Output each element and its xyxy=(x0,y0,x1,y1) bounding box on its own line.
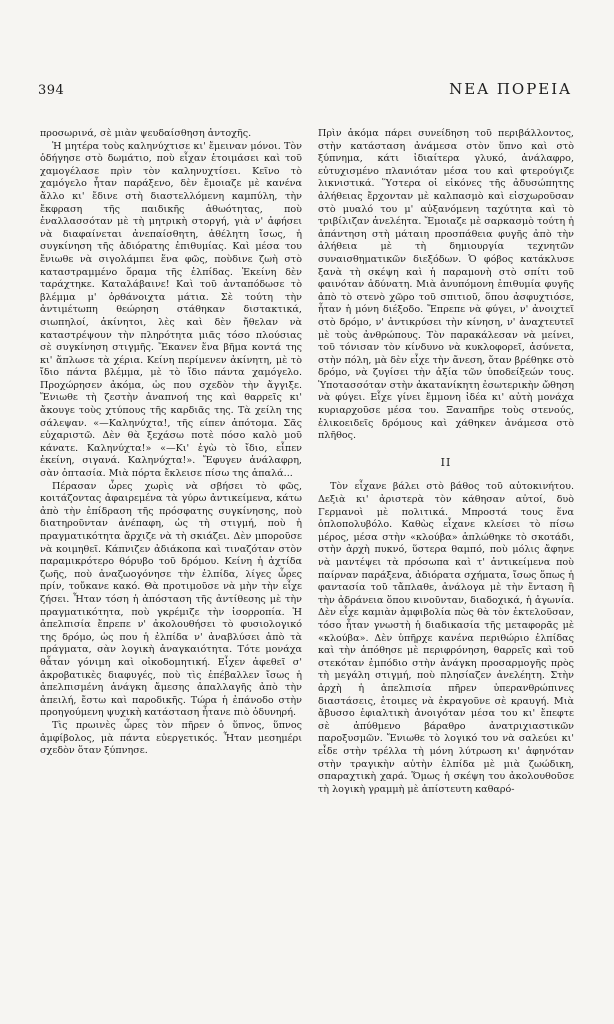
paragraph: Πρὶν ἀκόμα πάρει συνείδηση τοῦ περιβάλλοντος, στὴν κατάσταση ἀνάμεσα στὸν ὕπνο καὶ στὸ ξύπνημα, κάτι ἰδιαίτερα γλυκό, ἀνάλαφρο, εὐτυχισμένο πλανιόταν μέσα του καὶ φτερούγιζε λικνιστικά. Ὕστερα οἱ εἰκόνες τῆς ἀδυσώπητης ἀλήθειας ἔρχονταν μὲ καλπασμὸ καὶ εἰσχωροῦσαν στὸ μυαλό του μ' αὐξανόμενη ταχύτητα καὶ τὸ τριβίλιζαν ἀνελέητα. Ἔμοιαζε μὲ σαρκασμὸ τούτη ἡ ἀπάντηση στὴ μάταιη προσπάθεια φυγῆς ἀπὸ τὴν ἀλήθεια μὲ τὴ δημιουργία τεχνητῶν συναισθηματικῶν διεξόδων. Ὁ φόβος κατάκλυσε ξανὰ τὴ σκέψη καὶ ἡ παραμονὴ στὸ σπίτι τοῦ φαινόταν ἀδύνατη. Μιὰ ἀνυπόμονη ἐπιθυμία φυγῆς ἀπὸ τὸ στενὸ χῶρο τοῦ σπιτιοῦ, ὅπου ἀσφυχτιόσε, ἦταν ἡ μόνη διέξοδο. Ἔπρεπε νὰ φύγει, ν' ἀνοιχτεῖ στὸ δρόμο, ν' ἀντικρύσει τὴν κίνηση, ν' ἀναχτευτεῖ μὲ τοὺς ἀνθρώπους. Τὸν παρακάλεσαν νὰ μείνει, τοῦ τόνισαν τὸν κίνδυνο νὰ κυκλοφορεῖ, ἀσύνετα, στὴν πόλη, μὰ δὲν εἶχε τὴν ἄνεση, ὅταν βρέθηκε στὸ δρόμο, νὰ ζυγίσει τὴν ἀξία τῶν ὑποδείξεών τους. Ὑποτασσόταν στὴν ἀκατανίκητη ἐσωτερικὴν ὤθηση νὰ φύγει. Εἶχε γίνει ἔμμονη ἰδέα κι' αὐτὴ μονάχα κυριαρχοῦσε μέσα του. Ξαναπῆρε τοὺς στενούς, ἑλικοειδεῖς δρόμους καὶ χάθηκεν ἀνάμεσα στὸ πλῆθος. xyxy=(318,128,575,442)
running-header xyxy=(38,80,572,98)
paragraph: προσωρινά, σὲ μιὰν ψευδαίσθηση ἀντοχῆς. xyxy=(40,128,252,139)
paragraph: Τὶς πρωινὲς ὧρες τὸν πῆρεν ὁ ὕπνος, ὕπνος ἀμφίβολος, μὰ πάντα εὐεργετικός. Ἦταν μεσημέρι σχεδὸν ὅταν ξύπνησε. xyxy=(40,719,302,757)
section-numeral: II xyxy=(440,455,452,469)
page-number: 394 xyxy=(38,83,65,98)
paragraph: Ἡ μητέρα τοὺς καληνύχτισε κι' ἔμειναν μόνοι. Τὸν ὁδήγησε στὸ δωμάτιο, ποὺ εἶχαν ἑτοιμάσει καὶ τοῦ χαμογέλασε πρὶν τὸν καληνυχτίσει. Κεῖνο τὸ χαμόγελο ἦταν παράξενο, δὲν ἔμοιαζε μὲ κανένα ἄλλο κι' ἔδινε στὴ διαστελλόμενη καμπύλη, τὴν ἔκφραση τῆς παιδικῆς ἀθωότητας, ποὺ ἐναλλασσόταν μὲ τὴ μητρικὴ στοργή, γιὰ ν' ἀφήσει νὰ διαφαίνεται ἀνεπαίσθητη, ἀθέλητη ἴσως, ἡ συγκίνηση τῆς ἀδιόρατης ἐπιθυμίας. Καὶ μέσα του ἔνιωθε νὰ σιγολάμπει ἕνα φῶς, ποὺδινε ζωὴ στὸ καταστραμμένο ὅραμα τῆς ἐλπίδας. Ἐκείνη δὲν ταράχτηκε. Καταλάβαινε! Καὶ τοῦ ἀνταπόδωσε τὸ βλέμμα μ' ὀρθάνοιχτα μάτια. Σὲ τούτη τὴν ἀντιμέτωπη θεώρηση στάθηκαν διστακτικά, σιωπηλοί, ἀκίνητοι, λὲς καὶ δὲν ἤθελαν νὰ καταστρέψουν τὴν πληρότητα μιᾶς τόσο πλούσιας σὲ συγκίνηση στιγμῆς. Ἔκανεν ἕνα βῆμα κοντά της κι' ἅπλωσε τὰ χέρια. Κείνη περίμενεν ἀκίνητη, μὲ τὸ ἴδιο πάντα βλέμμα, μὲ τὸ ἴδιο πάντα χαμόγελο. Προχώρησεν ἀκόμα, ὡς που σχεδὸν τὴν ἄγγιξε. Ἔνιωθε τὴ ζεστὴν ἀναπνοή της καὶ θαρρεῖς κι' ἄκουγε τοὺς χτύπους τῆς καρδιᾶς της. Τὰ χείλη της σάλεψαν. «—Καληνύχτα!, τῆς είπεν ἀπότομα. Σᾶς εὐχαριστῶ. Δὲν θὰ ξεχάσω ποτὲ πόσο καλὸ μοῦ κάνατε. Καληνύχτα!» «—Κι' ἐγὼ τὸ ἴδιο, εἶπεν ἐκείνη, σιγανά. Καληνύχτα!». Ἔφυγεν ἀνάλαφρη, σὰν ὀπτασία. Μιὰ πόρτα ἔκλεισε πίσω της ἁπαλά... xyxy=(40,140,302,480)
journal-title: ΝΕΑ ΠΟΡΕΙΑ xyxy=(449,80,572,98)
paragraph: Τὸν εἶχανε βάλει στὸ βάθος τοῦ αὐτοκινήτου. Δεξιὰ κι' ἀριστερὰ τὸν κάθησαν αὐτοί, δυὸ Γερμανοὶ μὲ πολιτικά. Μπροστά τους ἕνα ὁπλοπολυβόλο. Καθὼς εἶχανε κλείσει τὸ πίσω μέρος, μέσα στὴν «κλούβα» ἁπλώθηκε τὸ σκοτάδι, στὴν ἀρχὴ πυκνό, ὕστερα θαμπό, ποὺ μόλις ἄφηνε νὰ μαντέψει τὰ πρόσωπα καὶ τ' ἀντικείμενα ποὺ παίρναν παράξενα, ἀδιόρατα σχήματα, ἴσως ὅπως ἡ φαντασία τοῦ τἄπλαθε, ἀνάλογα μὲ τὴν ἔνταση ἢ τὴν ἀδράνεια ὅπου κινοῦνταν, διαδοχικά, ἡ ἀγωνία. Δὲν εἶχε καμιὰν ἀμφιβολία πὼς θὰ τὸν ἐκτελοῦσαν, τόσο ἦταν γνωστὴ ἡ διαδικασία τῆς μεταφορᾶς μὲ «κλούβα». Δὲν ὑπῆρχε κανένα περιθώριο ἐλπίδας καὶ τὴν ἀπόθησε μὲ περιφρόνηση, θαρρεῖς καὶ τοῦ στεκόταν ἐμπόδιο στὴν ἀνάγκη προσαρμογῆς πρὸς τὴ μεγάλη στιγμή, ποὺ πλησίαζεν ἀνελέητη. Στὴν ἀρχὴ ἡ ἀπελπισία πῆρεν ὑπερανθρώπινες διαστάσεις, ἑτοιμες νὰ ἐκραγοῦνε σὲ κραυγή. Μιὰ ἄβυσσο ἐφιαλτικὴ ἀνοιγόταν μέσα του κι' ἔπεφτε σὲ ἀπύθμενο βάραθρο ἀνατριχιαστικῶν παροξυσμῶν. Ἔνιωθε τὸ λογικό του νὰ σαλεύει κι' εἶδε στὴν τρέλλα τὴ μόνη λύτρωση κι' ἀφηνόταν στὴν τραγικὴν αὐτὴν ἐλπίδα μὲ μιὰ ζωώδικη, σπαραχτικὴ χαρά. Ὅμως ἡ σκέψη του ἀκολουθοῦσε τὴ λογικὴ γραμμὴ μὲ ἀπίστευτη καθαρό- xyxy=(318,481,574,795)
right-column xyxy=(318,128,574,796)
paragraph: Πέρασαν ὧρες χωρὶς νὰ σβήσει τὸ φῶς, κοιτάζοντας ἀφαιρεμένα τὰ γύρω ἀντικείμενα, κάτω ἀπὸ τὴν ἐπίδραση τῆς πρόσφατης συγκίνησης, ποὺ διατηροῦνταν ἀνέπαφη, ὡς τὴ στιγμή, ποὺ ἡ πραγματικότητα ἄρχιζε νὰ τὴ σκιάζει. Δὲν μποροῦσε νὰ κοιμηθεῖ. Κάπνιζεν ἀδιάκοπα καὶ τιναζόταν στὸν παραμικρότερο θόρυβο τοῦ δρόμου. Κείνη ἡ ἀχτίδα ζωῆς, ποὺ ἀναζωογόνησε τὴν ἐλπίδα, λίγες ὧρες πρίν, τοὔκανε κακό. Θὰ προτιμοῦσε νὰ μὴν τὴν εἶχε ζήσει. Ἦταν τόση ἡ ἀπόσταση τῆς ἀντίθεσης μὲ τὴν πραγματικότητα, ποὺ γκρέμιζε τὴν ἰσορροπία. Ἡ ἀπελπισία ἔπρεπε ν' ἀκολουθήσει τὸ φυσιολογικό της δρόμο, ὡς που ἡ ἐλπίδα ν' ἀναβλύσει ἀπὸ τὰ πράγματα, σὰν λογικὴ ἀναγκαιότητα. Τότε μονάχα θἆταν γόνιμη καὶ οἰκοδομητική. Εἶχεν ἀφεθεῖ σ' ἀκροβατικὲς διαφυγές, ποὺ τὶς ἐπέβαλλεν ἴσως ἡ ἀπελπισμένη ἀνάγκη ἄμεσης ἀπαλλαγῆς ἀπὸ τὴν ἀπειλή, ἔστω καὶ παροδικῆς. Τώρα ἡ ἐπάνοδο στὴν προηγούμενη ψυχικὴ κατάσταση ἦτανε πιὸ ὀδυνηρή. xyxy=(40,480,302,719)
left-column xyxy=(40,128,302,758)
